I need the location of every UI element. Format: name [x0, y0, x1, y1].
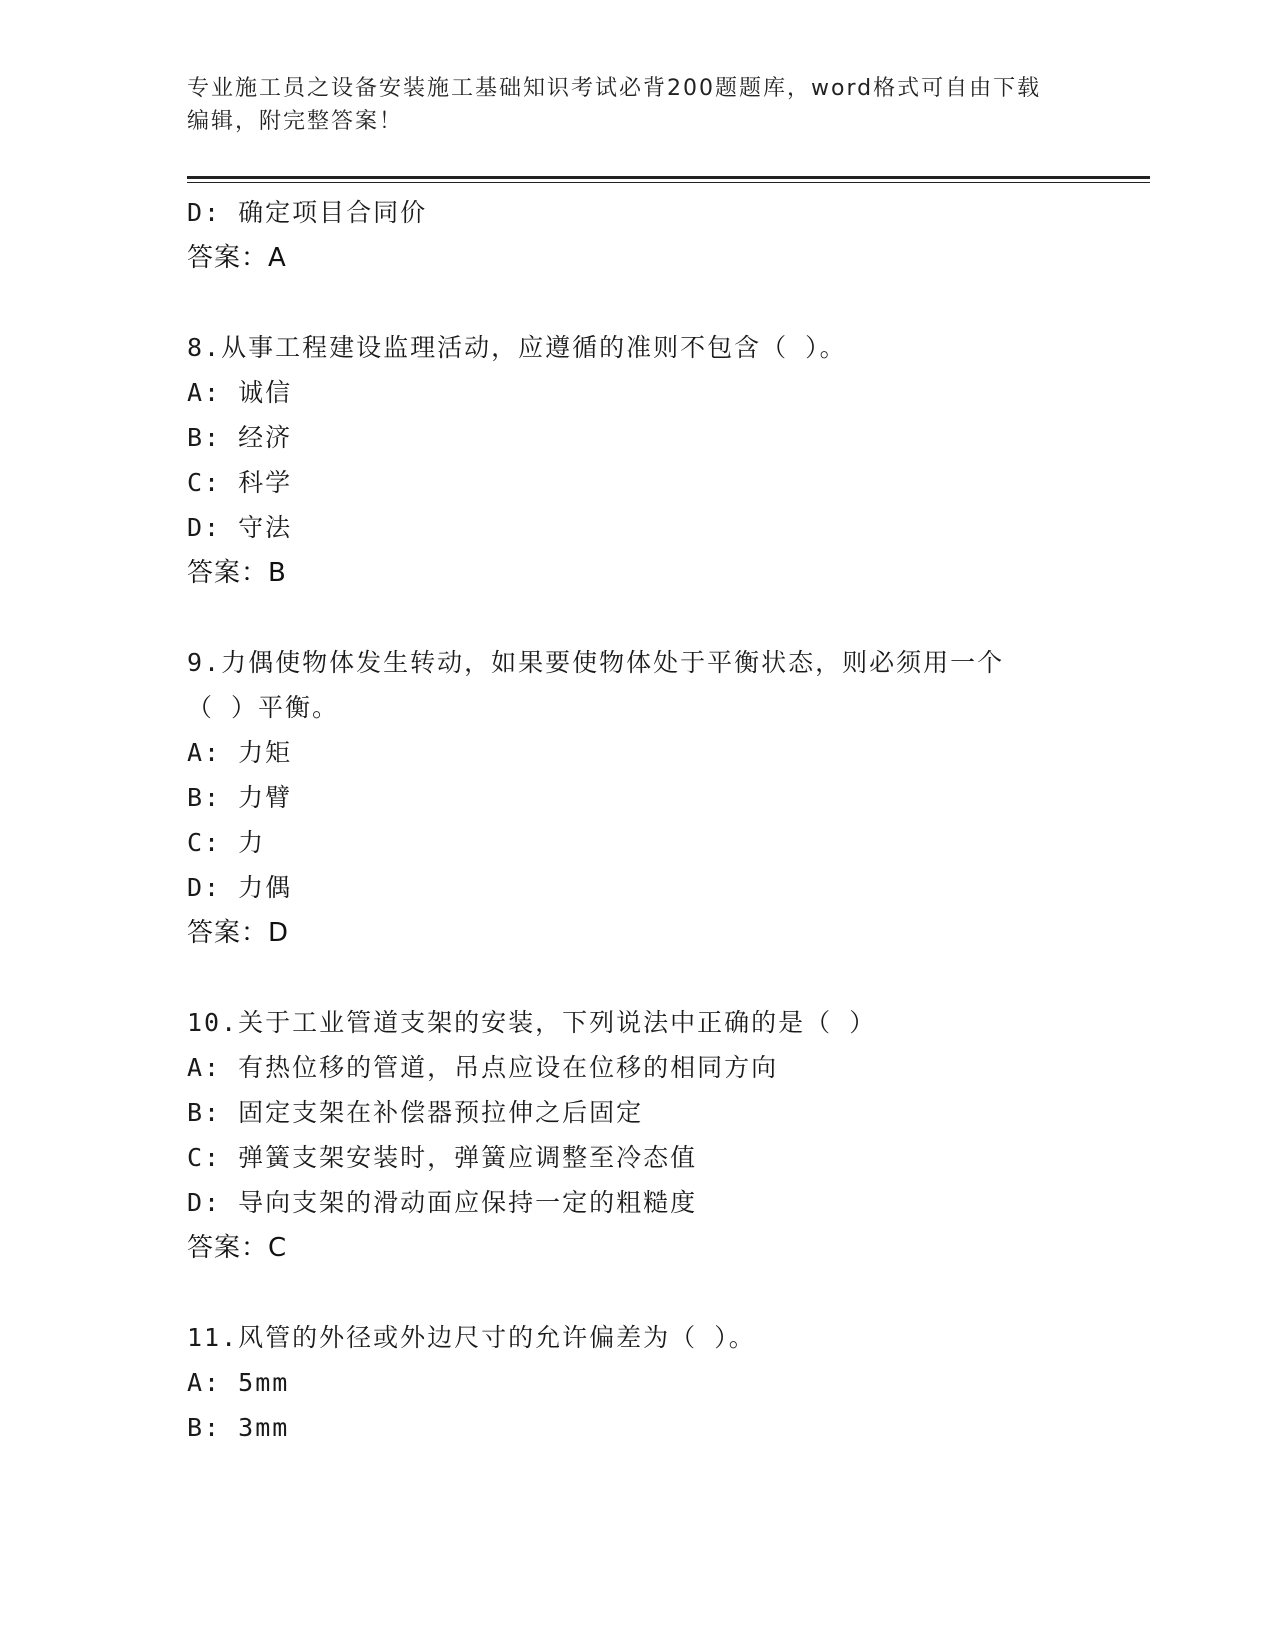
- question-7-option-d: D: 确定项目合同价: [187, 198, 428, 227]
- question-8: [187, 325, 1147, 597]
- question-9-option-b: B: 力臂: [187, 783, 293, 812]
- question-11-option-a: A: 5mm: [187, 1368, 290, 1397]
- question-8-option-c: C: 科学: [187, 468, 293, 497]
- document-body: [187, 190, 1147, 1450]
- question-9-option-d: D: 力偶: [187, 873, 293, 902]
- question-9: [187, 640, 1147, 957]
- question-11-stem: 11.风管的外径或外边尺寸的允许偏差为（ ）。: [187, 1323, 756, 1352]
- question-7-answer: 答案：A: [187, 243, 287, 273]
- question-10-option-c: C: 弹簧支架安装时，弹簧应调整至冷态值: [187, 1143, 698, 1172]
- question-10: [187, 1000, 1147, 1272]
- question-11-option-b: B: 3mm: [187, 1413, 290, 1442]
- spacer: [187, 597, 1147, 640]
- question-10-option-d: D: 导向支架的滑动面应保持一定的粗糙度: [187, 1188, 698, 1217]
- question-10-stem: 10.关于工业管道支架的安装，下列说法中正确的是（ ）: [187, 1008, 877, 1037]
- question-10-answer: 答案：C: [187, 1233, 288, 1263]
- question-9-answer: 答案：D: [187, 918, 290, 948]
- question-8-stem: 8.从事工程建设监理活动，应遵循的准则不包含（ ）。: [187, 333, 847, 362]
- header-title-line-1: 专业施工员之设备安装施工基础知识考试必背200题题库，word格式可自由下载: [187, 76, 1042, 101]
- question-9-option-c: C: 力: [187, 828, 266, 857]
- question-11: [187, 1315, 1147, 1450]
- question-8-option-a: A: 诚信: [187, 378, 293, 407]
- spacer: [187, 957, 1147, 1000]
- question-9-stem-line-1: 9.力偶使物体发生转动，如果要使物体处于平衡状态，则必须用一个: [187, 648, 1005, 677]
- spacer: [187, 282, 1147, 325]
- question-8-answer: 答案：B: [187, 558, 287, 588]
- spacer: [187, 1272, 1147, 1315]
- document-header: [187, 72, 1067, 138]
- question-8-option-d: D: 守法: [187, 513, 293, 542]
- header-divider-thick: [187, 176, 1150, 179]
- question-10-option-b: B: 固定支架在补偿器预拉伸之后固定: [187, 1098, 644, 1127]
- question-8-option-b: B: 经济: [187, 423, 293, 452]
- question-10-option-a: A: 有热位移的管道，吊点应设在位移的相同方向: [187, 1053, 779, 1082]
- header-title-line-2: 编辑，附完整答案！: [187, 109, 404, 134]
- header-divider-thin: [187, 182, 1150, 183]
- question-9-stem-line-2: （ ）平衡。: [187, 693, 340, 722]
- question-9-option-a: A: 力矩: [187, 738, 293, 767]
